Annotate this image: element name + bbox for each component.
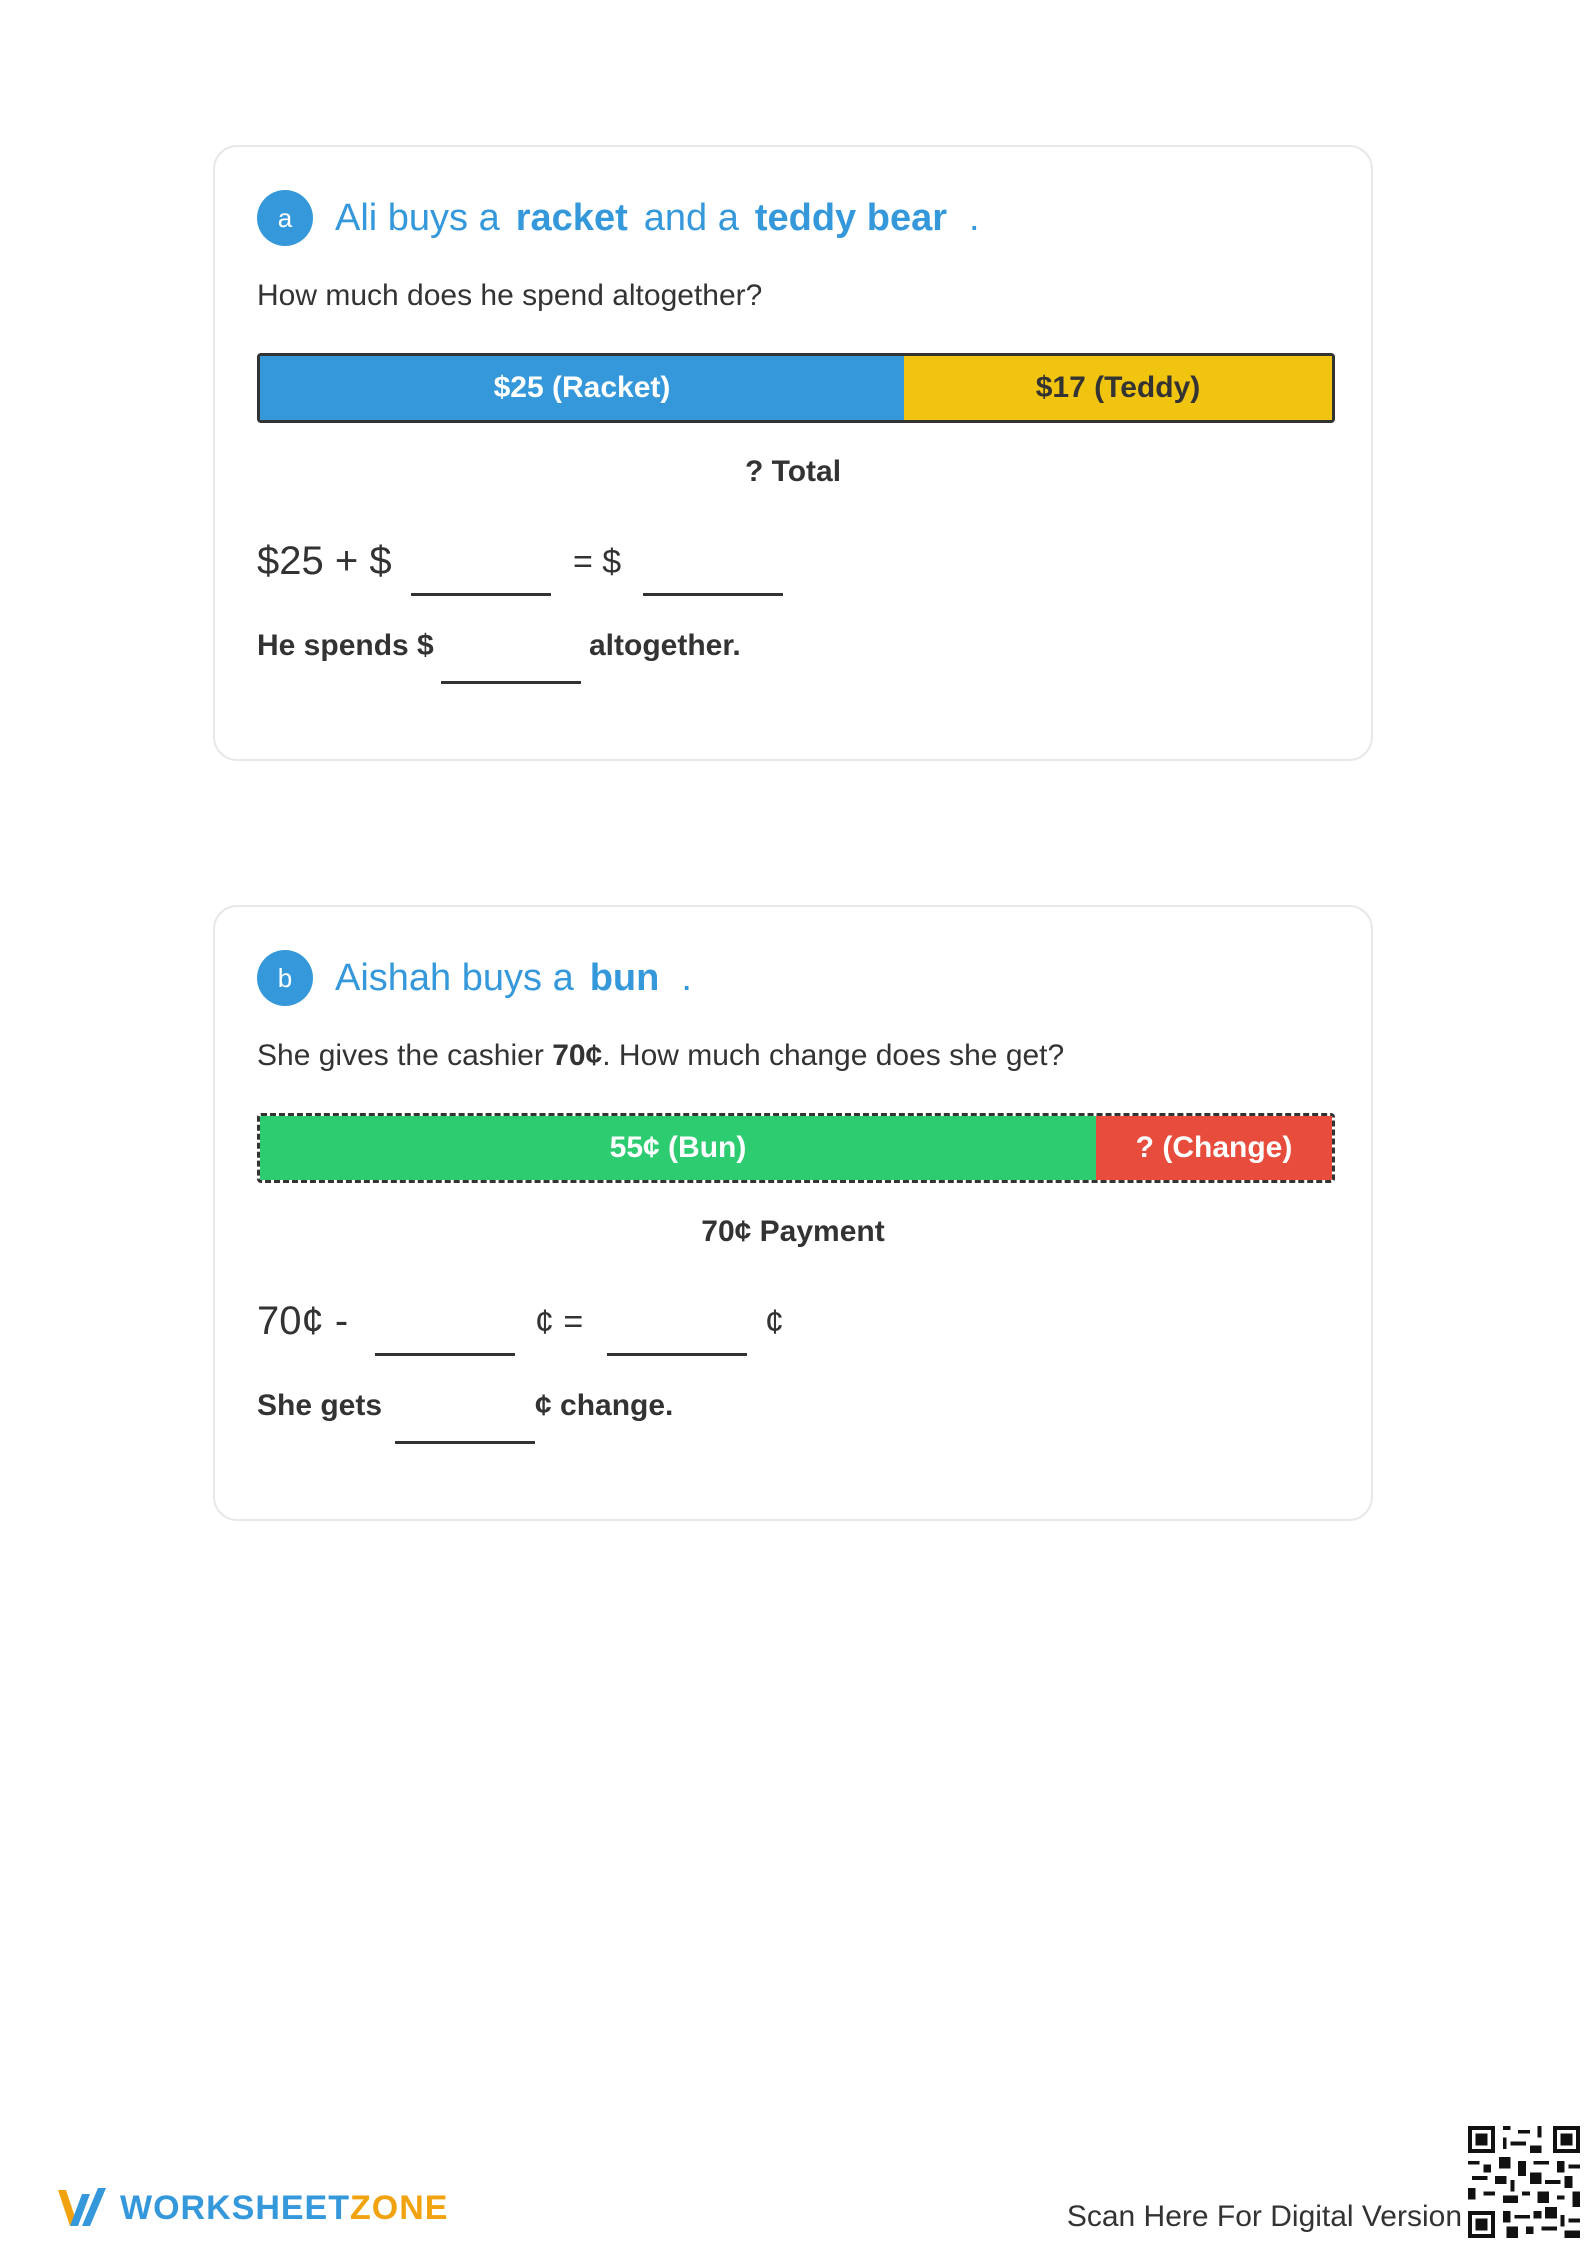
footer-logo <box>54 2180 448 2236</box>
problem-a-answer-post: altogether. <box>589 629 741 662</box>
problem-a-title <box>335 197 980 240</box>
bar-segment-change: ? (Change) <box>1096 1116 1332 1180</box>
problem-a-badge: a <box>257 190 313 246</box>
problem-b-blank-1[interactable] <box>375 1353 515 1356</box>
problem-a-blank-1[interactable] <box>411 593 551 596</box>
problem-b-question-post: . How much change does she get? <box>602 1039 1065 1072</box>
logo-text-part1: WORKSHEET <box>120 2188 350 2227</box>
problem-a-card <box>213 145 1373 761</box>
problem-b-title <box>335 957 692 1000</box>
problem-b-question-pre: She gives the cashier <box>257 1039 544 1072</box>
bar-segment-bun: 55¢ (Bun) <box>260 1116 1096 1180</box>
problem-a-blank-2[interactable] <box>643 593 783 596</box>
problem-b-bar-model <box>257 1113 1335 1183</box>
problem-b-answer-blank[interactable] <box>395 1441 535 1444</box>
problem-b-item1: bun <box>589 956 660 999</box>
problem-b-card <box>213 905 1373 1521</box>
scan-text: Scan Here For Digital Version <box>1066 2200 1462 2233</box>
qr-code-icon[interactable] <box>1468 2126 1580 2238</box>
problem-a-title-row <box>257 189 980 247</box>
worksheetzone-logo-icon <box>54 2180 110 2236</box>
problem-b-badge: b <box>257 950 313 1006</box>
problem-a-question: How much does he spend altogether? <box>257 279 763 312</box>
problem-a-item1: racket <box>515 196 628 239</box>
problem-b-answer-post: ¢ change. <box>535 1389 674 1422</box>
problem-b-title-pre: Aishah buys a <box>335 956 574 999</box>
problem-a-item2: teddy bear <box>754 196 947 239</box>
logo-text <box>120 2189 448 2228</box>
problem-b-eq-end: ¢ <box>765 1303 784 1341</box>
problem-b-total-label: 70¢ Payment <box>701 1215 885 1248</box>
problem-b-blank-2[interactable] <box>607 1353 747 1356</box>
problem-a-eq-mid: = $ <box>573 543 622 581</box>
problem-a-bar-model <box>257 353 1335 423</box>
problem-a-total-label: ? Total <box>744 455 842 488</box>
problem-b-question <box>257 1039 1064 1073</box>
problem-b-eq-mid: ¢ = <box>535 1303 584 1341</box>
problem-a-eq-start: $25 + $ <box>257 539 392 583</box>
problem-b-title-row <box>257 949 692 1007</box>
bar-segment-teddy: $17 (Teddy) <box>904 356 1332 420</box>
problem-b-eq-start: 70¢ - <box>257 1299 349 1343</box>
problem-a-title-mid: and a <box>643 196 739 239</box>
problem-a-answer-blank[interactable] <box>441 681 581 684</box>
problem-a-title-end: . <box>969 196 980 239</box>
problem-b-question-bold: 70¢ <box>552 1039 603 1072</box>
problem-b-answer-pre: She gets <box>257 1389 383 1422</box>
problem-a-title-pre: Ali buys a <box>335 196 500 239</box>
logo-text-part2: ZONE <box>350 2188 449 2227</box>
bar-segment-racket: $25 (Racket) <box>260 356 904 420</box>
problem-a-answer-pre: He spends $ <box>257 629 434 662</box>
problem-b-title-end: . <box>681 956 692 999</box>
